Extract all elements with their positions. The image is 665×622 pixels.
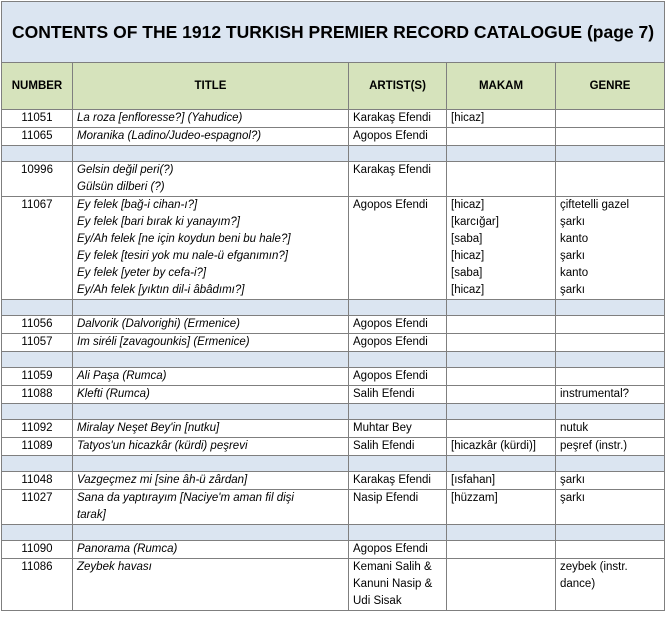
cell-line: şarkı: [560, 474, 585, 486]
cell-title: [73, 334, 349, 352]
cell-makam: [447, 197, 556, 300]
separator-cell: [447, 146, 556, 162]
cell-line: Ey felek [bari bırak ki yanayım?]: [77, 216, 240, 228]
cell-line: Ey felek [yeter by cefa-i?]: [77, 267, 207, 279]
cell-title: [73, 162, 349, 197]
table-row: [2, 162, 665, 197]
separator-cell: [349, 352, 447, 368]
cell-title: [73, 438, 349, 456]
separator-cell: [73, 300, 349, 316]
cell-makam: [447, 472, 556, 490]
cell-artist: [349, 368, 447, 386]
cell-line: Karakaş Efendi: [353, 164, 431, 176]
cell-artist: [349, 386, 447, 404]
cell-line: Moranika (Ladino/Judeo-espagnol?): [77, 130, 262, 142]
catalogue-table: [1, 1, 665, 611]
separator-cell: [2, 525, 73, 541]
cell-line: Salih Efendi: [353, 388, 415, 400]
separator-cell: [447, 456, 556, 472]
cell-artist: [349, 334, 447, 352]
cell-artist: [349, 110, 447, 128]
cell-line: Vazgeçmez mi [sine âh-ü zârdan]: [77, 474, 248, 486]
cell-genre: [556, 472, 665, 490]
header-title: TITLE: [73, 63, 349, 110]
cell-genre: [556, 334, 665, 352]
cell-title: [73, 316, 349, 334]
separator-cell: [2, 352, 73, 368]
cell-line: Klefti (Rumca): [77, 388, 150, 400]
cell-artist: [349, 420, 447, 438]
separator-cell: [73, 456, 349, 472]
cell-genre: [556, 438, 665, 456]
cell-makam: [447, 368, 556, 386]
cell-line: Agopos Efendi: [353, 370, 428, 382]
cell-line: Karakaş Efendi: [353, 112, 431, 124]
separator-cell: [73, 404, 349, 420]
separator-cell: [556, 404, 665, 420]
cell-line: zeybek (instr.: [560, 561, 628, 573]
separator-cell: [556, 300, 665, 316]
separator-row: [2, 300, 665, 316]
separator-cell: [349, 146, 447, 162]
cell-line: çiftetelli gazel: [560, 199, 630, 211]
separator-cell: [447, 352, 556, 368]
cell-number: 11090: [2, 541, 73, 559]
separator-cell: [447, 525, 556, 541]
cell-genre: [556, 541, 665, 559]
cell-makam: [447, 490, 556, 525]
cell-line: şarkı: [560, 250, 585, 262]
cell-line: Zeybek havası: [77, 561, 152, 573]
table-row: [2, 197, 665, 300]
cell-line: [saba]: [451, 233, 483, 245]
header-number: NUMBER: [2, 63, 73, 110]
cell-line: Muhtar Bey: [353, 422, 412, 434]
separator-cell: [2, 404, 73, 420]
cell-title: [73, 368, 349, 386]
cell-makam: [447, 386, 556, 404]
cell-artist: [349, 490, 447, 525]
cell-artist: [349, 541, 447, 559]
separator-cell: [447, 404, 556, 420]
cell-line: Salih Efendi: [353, 440, 415, 452]
separator-row: [2, 456, 665, 472]
cell-makam: [447, 438, 556, 456]
cell-genre: [556, 420, 665, 438]
cell-line: Agopos Efendi: [353, 318, 428, 330]
cell-line: Agopos Efendi: [353, 130, 428, 142]
cell-line: şarkı: [560, 492, 585, 504]
cell-line: Karakaş Efendi: [353, 474, 431, 486]
table-row: [2, 386, 665, 404]
cell-line: tarak]: [77, 509, 106, 521]
separator-cell: [349, 300, 447, 316]
cell-makam: [447, 334, 556, 352]
cell-artist: [349, 438, 447, 456]
cell-genre: [556, 316, 665, 334]
separator-cell: [349, 456, 447, 472]
separator-cell: [349, 525, 447, 541]
cell-number: 11048: [2, 472, 73, 490]
cell-title: [73, 559, 349, 611]
table-row: [2, 368, 665, 386]
cell-line: [karcığar]: [451, 216, 499, 228]
cell-line: [hicaz]: [451, 284, 485, 296]
cell-line: Agopos Efendi: [353, 336, 428, 348]
table-row: [2, 438, 665, 456]
separator-cell: [73, 352, 349, 368]
cell-line: La roza [enfloresse?] (Yahudice): [77, 112, 243, 124]
separator-cell: [556, 456, 665, 472]
cell-makam: [447, 162, 556, 197]
cell-line: Kemani Salih &: [353, 561, 432, 573]
cell-number: 11065: [2, 128, 73, 146]
cell-genre: [556, 128, 665, 146]
table-row: [2, 128, 665, 146]
cell-number: 11057: [2, 334, 73, 352]
cell-genre: [556, 162, 665, 197]
header-genre: GENRE: [556, 63, 665, 110]
separator-cell: [73, 146, 349, 162]
cell-artist: [349, 472, 447, 490]
header-artist: ARTIST(S): [349, 63, 447, 110]
separator-cell: [556, 146, 665, 162]
cell-line: Udi Sisak: [353, 595, 402, 607]
cell-line: Gelsin değil peri(?): [77, 164, 174, 176]
cell-line: peşref (instr.): [560, 440, 628, 452]
cell-line: Ey/Ah felek [yıktın dil-i âbâdımı?]: [77, 284, 245, 296]
cell-line: dance): [560, 578, 596, 590]
separator-row: [2, 404, 665, 420]
separator-cell: [73, 525, 349, 541]
cell-number: 11051: [2, 110, 73, 128]
cell-makam: [447, 128, 556, 146]
cell-title: [73, 110, 349, 128]
header-makam: MAKAM: [447, 63, 556, 110]
cell-line: Ey felek [tesiri yok mu nale-ü efganımın?]: [77, 250, 288, 262]
cell-line: [hicaz]: [451, 250, 485, 262]
cell-line: [saba]: [451, 267, 483, 279]
cell-line: [hicaz]: [451, 199, 485, 211]
cell-title: [73, 128, 349, 146]
cell-title: [73, 420, 349, 438]
cell-genre: [556, 490, 665, 525]
cell-line: Panorama (Rumca): [77, 543, 178, 555]
cell-genre: [556, 110, 665, 128]
separator-cell: [556, 352, 665, 368]
cell-number: 11092: [2, 420, 73, 438]
cell-line: Ey/Ah felek [ne için koydun beni bu hale?]: [77, 233, 291, 245]
cell-number: 11086: [2, 559, 73, 611]
cell-makam: [447, 316, 556, 334]
header-row: [2, 63, 665, 110]
cell-line: Nasip Efendi: [353, 492, 419, 504]
cell-line: [hüzzam]: [451, 492, 498, 504]
cell-makam: [447, 110, 556, 128]
separator-row: [2, 525, 665, 541]
cell-line: nutuk: [560, 422, 589, 434]
table-row: [2, 110, 665, 128]
cell-number: 11056: [2, 316, 73, 334]
cell-line: kanto: [560, 267, 589, 279]
cell-number: 11027: [2, 490, 73, 525]
separator-cell: [349, 404, 447, 420]
cell-line: Agopos Efendi: [353, 543, 428, 555]
cell-artist: [349, 128, 447, 146]
cell-line: Tatyos'un hicazkâr (kürdi) peşrevi: [77, 440, 248, 452]
cell-line: şarkı: [560, 284, 585, 296]
title-row: [2, 2, 665, 63]
separator-cell: [2, 456, 73, 472]
table-row: [2, 420, 665, 438]
cell-number: 10996: [2, 162, 73, 197]
table-row: [2, 541, 665, 559]
cell-line: Dalvorik (Dalvorighi) (Ermenice): [77, 318, 240, 330]
table-row: [2, 472, 665, 490]
cell-makam: [447, 559, 556, 611]
cell-line: kanto: [560, 233, 589, 245]
table-row: [2, 490, 665, 525]
cell-line: Miralay Neşet Bey'in [nutku]: [77, 422, 220, 434]
cell-number: 11067: [2, 197, 73, 300]
cell-artist: [349, 162, 447, 197]
cell-makam: [447, 420, 556, 438]
cell-line: Kanuni Nasip &: [353, 578, 433, 590]
table-row: [2, 559, 665, 611]
separator-row: [2, 146, 665, 162]
cell-line: [hicaz]: [451, 112, 485, 124]
cell-number: 11089: [2, 438, 73, 456]
cell-line: şarkı: [560, 216, 585, 228]
separator-cell: [2, 300, 73, 316]
cell-number: 11059: [2, 368, 73, 386]
table-row: [2, 334, 665, 352]
cell-number: 11088: [2, 386, 73, 404]
cell-line: Agopos Efendi: [353, 199, 428, 211]
cell-line: Sana da yaptırayım [Naciye'm aman fil dişi: [77, 492, 294, 504]
table-body: [2, 110, 665, 611]
cell-makam: [447, 541, 556, 559]
cell-line: Ey felek [bağ-i cihan-ı?]: [77, 199, 198, 211]
cell-title: [73, 197, 349, 300]
cell-title: [73, 541, 349, 559]
cell-title: [73, 386, 349, 404]
cell-line: Ali Paşa (Rumca): [77, 370, 167, 382]
page-title: CONTENTS OF THE 1912 TURKISH PREMIER RECORD CATALOGUE (page 7): [2, 2, 665, 63]
cell-genre: [556, 386, 665, 404]
cell-artist: [349, 316, 447, 334]
cell-line: [hicazkâr (kürdi)]: [451, 440, 536, 452]
separator-cell: [447, 300, 556, 316]
table-row: [2, 316, 665, 334]
cell-line: instrumental?: [560, 388, 630, 400]
cell-line: Im siréli [zavagounkis] (Ermenice): [77, 336, 250, 348]
cell-artist: [349, 559, 447, 611]
cell-genre: [556, 197, 665, 300]
cell-artist: [349, 197, 447, 300]
cell-line: Gülsün dilberi (?): [77, 181, 165, 193]
cell-title: [73, 490, 349, 525]
cell-line: [ısfahan]: [451, 474, 496, 486]
cell-title: [73, 472, 349, 490]
cell-genre: [556, 368, 665, 386]
separator-row: [2, 352, 665, 368]
cell-genre: [556, 559, 665, 611]
separator-cell: [556, 525, 665, 541]
separator-cell: [2, 146, 73, 162]
